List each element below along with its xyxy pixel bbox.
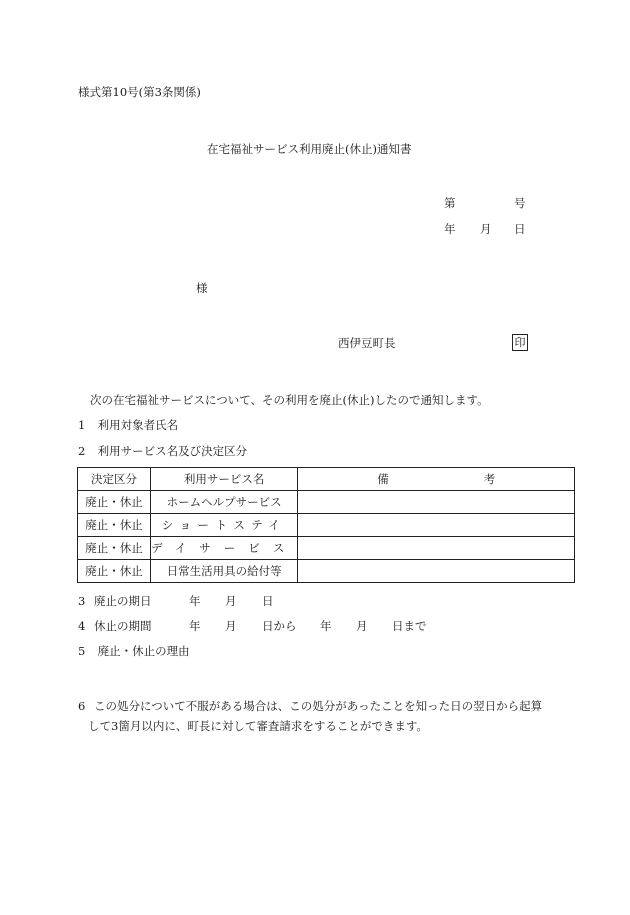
item-3-month: 月 (225, 594, 237, 608)
row-kubun: 廃止・休止 (78, 560, 151, 583)
item-2-number: 2 (78, 444, 86, 458)
table-row (78, 560, 575, 583)
header-note-1: 備 (377, 472, 389, 486)
row-service: デイサービス (151, 537, 298, 560)
item-2-label: 利用サービス名及び決定区分 (97, 444, 248, 458)
item-4 (78, 621, 478, 635)
sender-name: 西伊豆町長 (338, 336, 396, 350)
item-6-line-2: して3箇月以内に、町長に対して審査請求をすることができます。 (88, 719, 428, 733)
table-header-row (78, 468, 575, 491)
row-service: 日常生活用具の給付等 (151, 560, 298, 583)
item-4-from-day: 日から (262, 619, 297, 633)
row-service: ホームヘルプサービス (151, 491, 298, 514)
service-table (77, 467, 575, 583)
document-title: 在宅福祉サービス利用廃止(休止)通知書 (207, 142, 412, 156)
item-3 (78, 596, 378, 610)
addressee-honorific: 様 (196, 281, 208, 295)
table-row (78, 537, 575, 560)
table-row (78, 491, 575, 514)
number-go: 号 (514, 196, 526, 210)
item-6-number: 6 (78, 699, 86, 713)
item-1-number: 1 (78, 418, 86, 432)
item-6-text-1: この処分について不服がある場合は、この処分があったことを知った日の翌日から起算 (94, 699, 543, 713)
item-4-month2: 月 (356, 619, 368, 633)
row-kubun: 廃止・休止 (78, 491, 151, 514)
row-kubun: 廃止・休止 (78, 514, 151, 537)
item-1 (78, 420, 178, 432)
row-note[interactable] (298, 537, 575, 560)
item-5-label: 廃止・休止の理由 (97, 644, 190, 658)
item-4-year2: 年 (320, 619, 332, 633)
header-note-2: 考 (483, 472, 496, 486)
item-4-year: 年 (189, 619, 201, 633)
header-kubun: 決定区分 (78, 468, 151, 491)
number-dai: 第 (444, 196, 456, 210)
item-3-label: 廃止の期日 (94, 594, 152, 608)
seal-mark: 印 (512, 334, 528, 351)
row-service: ショートステイ (151, 514, 298, 537)
item-4-month: 月 (225, 619, 237, 633)
header-note (298, 468, 575, 491)
item-3-number: 3 (78, 594, 86, 608)
item-4-to-day: 日まで (392, 619, 427, 633)
date-day: 日 (514, 222, 526, 236)
item-4-number: 4 (78, 619, 86, 633)
item-3-year: 年 (189, 594, 201, 608)
row-note[interactable] (298, 560, 575, 583)
row-note[interactable] (298, 514, 575, 537)
row-kubun: 廃止・休止 (78, 537, 151, 560)
row-note[interactable] (298, 491, 575, 514)
date-year: 年 (444, 222, 456, 236)
item-4-label: 休止の期間 (94, 619, 152, 633)
date-month: 月 (480, 222, 492, 236)
form-number: 様式第10号(第3条関係) (78, 85, 201, 99)
item-5-number: 5 (78, 644, 86, 658)
intro-text: 次の在宅福祉サービスについて、その利用を廃止(休止)したので通知します。 (90, 393, 489, 407)
item-6-line-1 (78, 701, 542, 713)
item-5 (78, 646, 190, 658)
header-service: 利用サービス名 (151, 468, 298, 491)
item-1-label: 利用対象者氏名 (97, 418, 179, 432)
item-2 (78, 446, 247, 458)
table-row (78, 514, 575, 537)
item-3-day: 日 (262, 594, 274, 608)
